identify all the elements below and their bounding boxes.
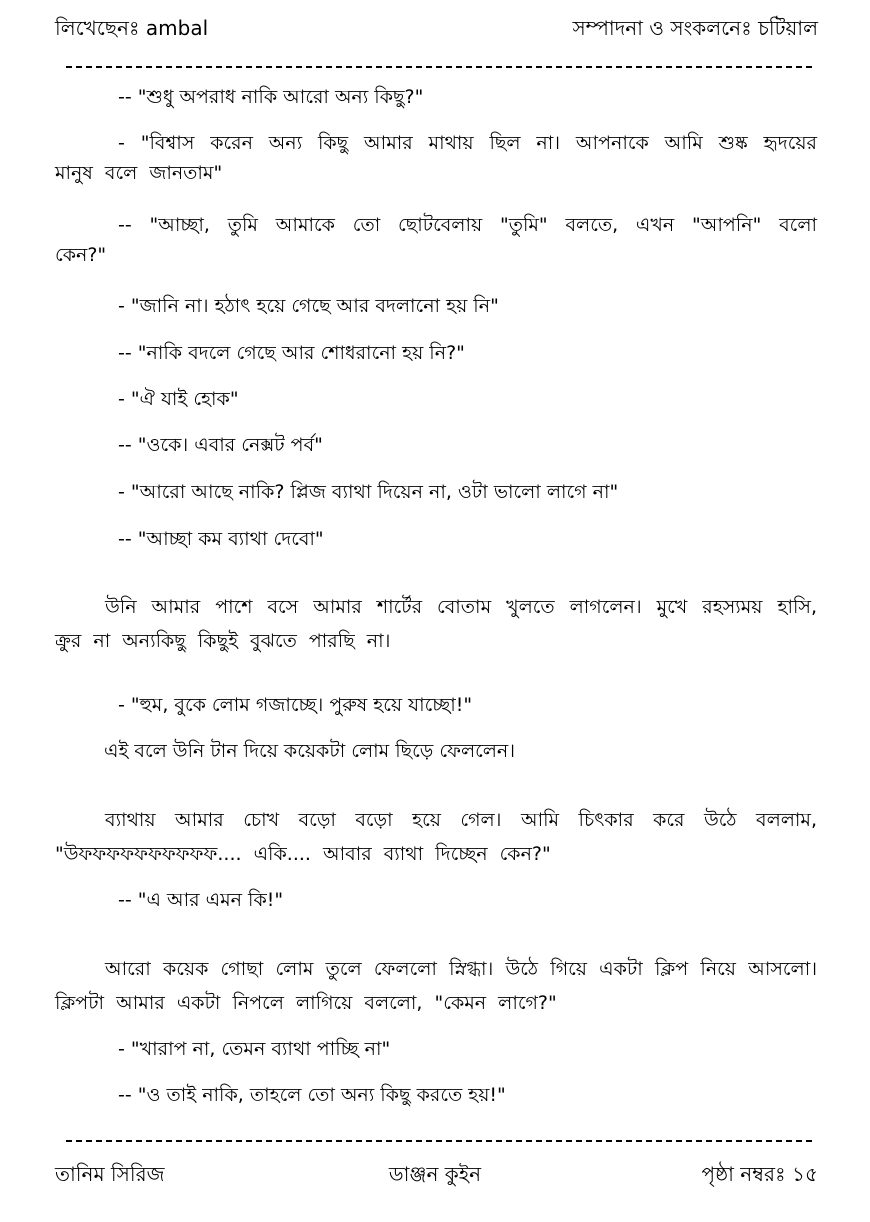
dialogue-line: - "আরো আছে নাকি? প্লিজ ব্যাথা দিয়েন না, ওটা ভালো লাগে না"	[118, 481, 619, 503]
narration-paragraph: উনি আমার পাশে বসে আমার শার্টের বোতাম খুলতে লাগলেন। মুখে রহস্যময় হাসি, ক্রুর না অন্যকিছু কিছুই বুঝতে পারছি না।	[55, 596, 817, 652]
dialogue-line: -- "ওকে। এবার নেক্সট পর্ব"	[118, 434, 323, 456]
footer-title: ডাঞ্জন কুইন	[388, 1162, 482, 1186]
dialogue-line: -- "এ আর এমন কি!"	[118, 889, 284, 911]
footer-page-number: পৃষ্ঠা নম্বরঃ ১৫	[701, 1162, 818, 1186]
dialogue-line: - "জানি না। হঠাৎ হয়ে গেছে আর বদলানো হয় নি"	[118, 295, 499, 317]
dialogue-line: -- "ও তাই নাকি, তাহলে তো অন্য কিছু করতে হয়!"	[118, 1084, 506, 1106]
dialogue-line: - "ঐ যাই হোক"	[118, 388, 239, 410]
footer-divider	[66, 1140, 812, 1142]
header-divider	[66, 66, 812, 68]
narration-paragraph: এই বলে উনি টান দিয়ে কয়েকটা লোম ছিড়ে ফেললেন।	[104, 740, 516, 762]
narration-paragraph: আরো কয়েক গোছা লোম তুলে ফেললো স্নিগ্ধা। উঠে গিয়ে একটা ক্লিপ নিয়ে আসলো। ক্লিপটা আমার একটা নিপলে লাগিয়ে বললো, "কেমন লাগে?"	[55, 958, 817, 1014]
footer-series: তানিম সিরিজ	[55, 1162, 165, 1186]
dialogue-line: -- "আচ্ছা কম ব্যাথা দেবো"	[118, 528, 324, 550]
dialogue-line: - "বিশ্বাস করেন অন্য কিছু আমার মাথায় ছিল না। আপনাকে আমি শুষ্ক হৃদয়ের মানুষ বলে জানতাম"	[55, 132, 817, 184]
narration-paragraph: ব্যাথায় আমার চোখ বড়ো বড়ো হয়ে গেল। আমি চিৎকার করে উঠে বললাম, "উফফফফফফফফফফ.... একি.... আবার ব্যাথা দিচ্ছেন কেন?"	[55, 809, 817, 865]
dialogue-line: - "খারাপ না, তেমন ব্যাথা পাচ্ছি না"	[118, 1038, 391, 1060]
dialogue-line: - "হুম, বুকে লোম গজাচ্ছে। পুরুষ হয়ে যাচ্ছো!"	[118, 694, 473, 716]
dialogue-line: -- "নাকি বদলে গেছে আর শোধরানো হয় নি?"	[118, 342, 465, 364]
header-editor: সম্পাদনা ও সংকলনেঃ চটিয়াল	[572, 16, 818, 40]
dialogue-line: -- "আচ্ছা, তুমি আমাকে তো ছোটবেলায় "তুমি" বলতে, এখন "আপনি" বলো কেন?"	[55, 214, 817, 266]
dialogue-line: -- "শুধু অপরাধ নাকি আরো অন্য কিছু?"	[118, 86, 424, 108]
header-author: লিখেছেনঃ ambal	[55, 16, 209, 40]
